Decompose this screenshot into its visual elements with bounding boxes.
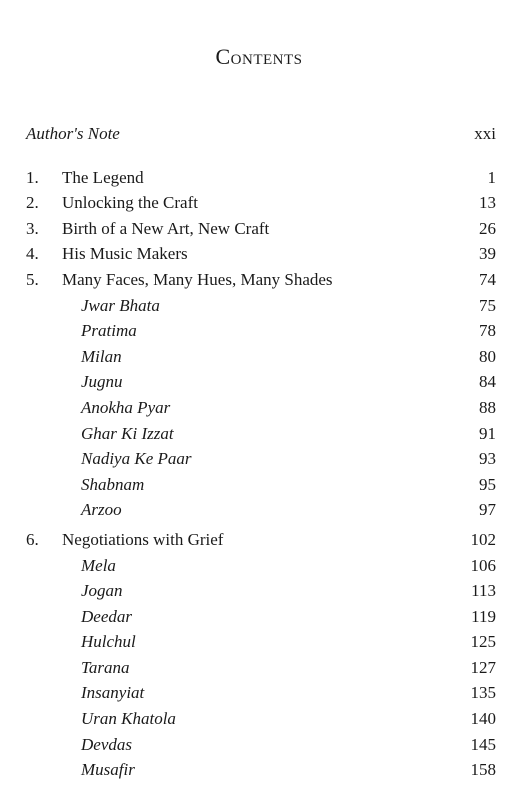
chapter-page: 26 — [479, 218, 496, 238]
chapter-page: 39 — [479, 244, 496, 264]
chapter-title: Negotiations with Grief — [62, 529, 224, 549]
chapter-title: His Music Makers — [62, 244, 188, 264]
toc-subentry[interactable] — [26, 629, 496, 655]
toc-subentry[interactable] — [26, 680, 496, 706]
toc-subentry[interactable] — [26, 293, 496, 319]
subentry-page: 75 — [479, 295, 496, 315]
subentry-page: 145 — [470, 734, 496, 754]
chapter-title: The Legend — [62, 167, 144, 187]
subentry-title: Tarana — [81, 657, 130, 677]
subentry-title: Musafir — [81, 760, 135, 780]
toc-subentry[interactable] — [26, 578, 496, 604]
subentry-page: 135 — [470, 683, 496, 703]
toc-entry-page: xxi — [474, 124, 496, 143]
subentry-page: 78 — [479, 321, 496, 341]
toc-subentry[interactable] — [26, 472, 496, 498]
toc-chapter-1[interactable] — [26, 165, 496, 191]
toc-subentry[interactable] — [26, 497, 496, 523]
subentry-title: Anokha Pyar — [81, 397, 171, 417]
spacer — [26, 147, 496, 165]
chapter-page: 102 — [470, 529, 496, 549]
toc-subentry[interactable] — [26, 318, 496, 344]
toc-subentry[interactable] — [26, 604, 496, 630]
toc-chapter-2[interactable] — [26, 190, 496, 216]
subentry-title: Mela — [81, 555, 116, 575]
subentry-title: Uran Khatola — [81, 709, 176, 729]
toc-subentry[interactable] — [26, 344, 496, 370]
chapter-number: 5. — [26, 269, 39, 289]
chapter-title: Unlocking the Craft — [62, 193, 198, 213]
subentry-title: Hulchul — [81, 632, 136, 652]
subentry-page: 125 — [470, 632, 496, 652]
subentry-title: Nadiya Ke Paar — [81, 449, 192, 469]
subentry-page: 88 — [479, 397, 496, 417]
chapter-page: 13 — [479, 193, 496, 213]
subentry-title: Jugnu — [81, 372, 123, 392]
subentry-page: 97 — [479, 500, 496, 520]
subentry-title: Jwar Bhata — [81, 295, 160, 315]
chapter-number: 1. — [26, 167, 39, 187]
subentry-page: 140 — [470, 709, 496, 729]
subentry-page: 91 — [479, 423, 496, 443]
chapter-title: Many Faces, Many Hues, Many Shades — [62, 269, 333, 289]
toc-chapter-5[interactable] — [26, 267, 496, 293]
toc-chapter-4[interactable] — [26, 241, 496, 267]
chapter-number: 4. — [26, 244, 39, 264]
toc-subentry[interactable] — [26, 421, 496, 447]
subentry-title: Milan — [81, 346, 122, 366]
subentry-title: Devdas — [81, 734, 132, 754]
subentry-page: 127 — [470, 657, 496, 677]
table-of-contents — [26, 121, 496, 783]
toc-subentry[interactable] — [26, 757, 496, 783]
toc-subentry[interactable] — [26, 655, 496, 681]
subentry-title: Jogan — [81, 581, 123, 601]
subentry-page: 106 — [470, 555, 496, 575]
toc-subentry[interactable] — [26, 395, 496, 421]
chapter-number: 6. — [26, 529, 39, 549]
chapter-page: 74 — [479, 269, 496, 289]
page-title: Contents — [215, 44, 303, 69]
subentry-page: 119 — [471, 606, 496, 626]
subentry-page: 113 — [471, 581, 496, 601]
toc-subentry[interactable] — [26, 732, 496, 758]
subentry-title: Ghar Ki Izzat — [81, 423, 174, 443]
subentry-title: Shabnam — [81, 474, 145, 494]
toc-entry-authors-note[interactable] — [26, 121, 496, 147]
subentry-page: 158 — [470, 760, 496, 780]
toc-entry-label: Author's Note — [26, 124, 120, 143]
chapter-title: Birth of a New Art, New Craft — [62, 218, 270, 238]
toc-subentry[interactable] — [26, 553, 496, 579]
subentry-title: Arzoo — [81, 500, 122, 520]
toc-chapter-3[interactable] — [26, 216, 496, 242]
subentry-title: Insanyiat — [81, 683, 145, 703]
subentry-page: 80 — [479, 346, 496, 366]
toc-subentry[interactable] — [26, 706, 496, 732]
chapter-number: 3. — [26, 218, 39, 238]
subentry-page: 84 — [479, 372, 496, 392]
subentry-title: Pratima — [81, 321, 137, 341]
toc-subentry[interactable] — [26, 369, 496, 395]
chapter-number: 2. — [26, 193, 39, 213]
chapter-page: 1 — [487, 167, 496, 187]
subentry-page: 95 — [479, 474, 496, 494]
toc-subentry[interactable] — [26, 446, 496, 472]
subentry-page: 93 — [479, 449, 496, 469]
toc-chapter-6[interactable] — [26, 527, 496, 553]
subentry-title: Deedar — [81, 606, 132, 626]
